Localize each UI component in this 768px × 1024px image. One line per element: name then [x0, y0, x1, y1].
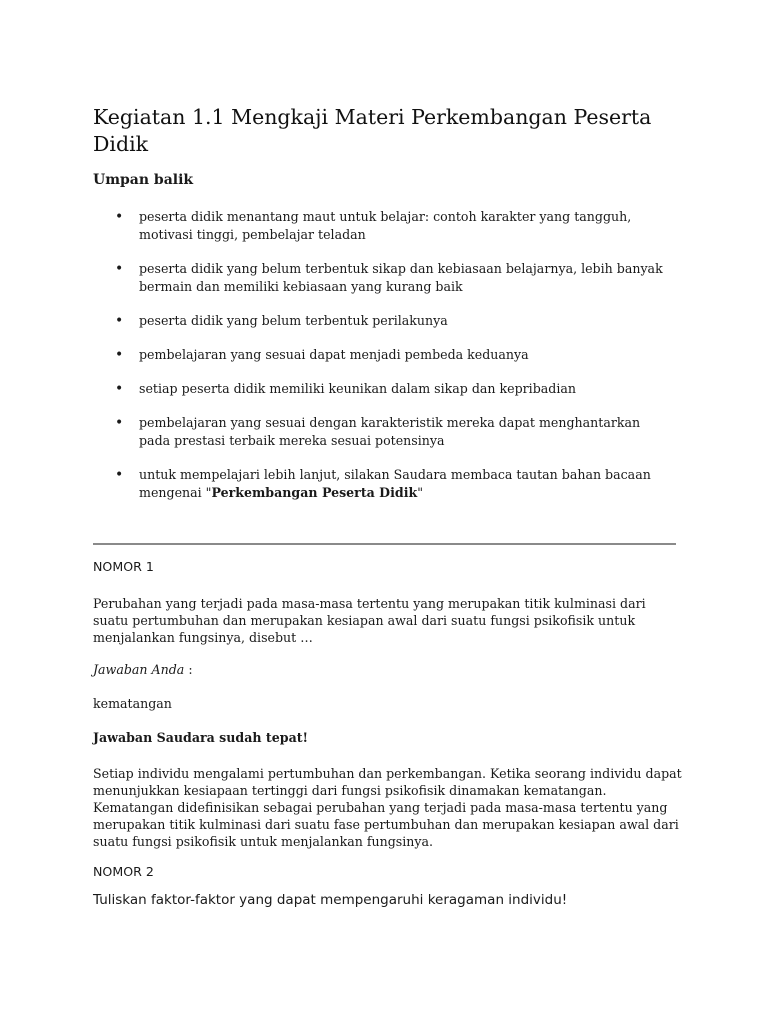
list-item: • pembelajaran yang sesuai dapat menjadi pembeda keduanya — [93, 346, 663, 364]
list-item: • setiap peserta didik memiliki keunikan dalam sikap dan kepribadian — [93, 380, 663, 398]
list-item: • peserta didik yang belum terbentuk sikap dan kebiasaan belajarnya, lebih banyak bermain dan memiliki kebiasaan yang kurang baik — [93, 260, 663, 296]
list-item: • pembelajaran yang sesuai dengan karakteristik mereka dapat menghantarkan pada prestasi terbaik mereka sesuai potensinya — [93, 414, 663, 450]
reading-prefix: untuk mempelajari lebih lanjut, silakan Saudara membaca tautan bahan bacaan mengenai " — [139, 467, 651, 500]
jawaban-label — [93, 661, 683, 678]
reading-link[interactable]: Perkembangan Peserta Didik — [211, 485, 418, 500]
list-item: • peserta didik yang belum terbentuk perilakunya — [93, 312, 663, 330]
list-item-reading-link — [93, 466, 663, 502]
divider — [93, 543, 676, 545]
page-title: Kegiatan 1.1 Mengkaji Materi Perkembangan Peserta Didik — [93, 105, 652, 156]
umpan-balik-heading: Umpan balik — [93, 172, 194, 188]
reading-suffix: " — [417, 485, 424, 500]
nomor-2-label: NOMOR 2 — [93, 864, 154, 879]
nomor-1-explanation: Setiap individu mengalami pertumbuhan dan perkembangan. Ketika seorang individu dapat menunjukkan kesiapaan tertinggi dari fungsi psikofisik dinamakan kematangan. Kematangan didefinisikan sebagai perubahan yang terjadi pada masa-masa tertentu yang merupakan titik kulminasi dari suatu fase pertumbuhan dan merupakan kesiapan awal dari suatu fungsi psikofisik untuk menjalankan fungsinya. — [93, 766, 682, 849]
nomor-1-label: NOMOR 1 — [93, 559, 154, 574]
nomor-2-question: Tuliskan faktor-faktor yang dapat mempengaruhi keragaman individu! — [93, 892, 568, 908]
list-item: • peserta didik menantang maut untuk belajar: contoh karakter yang tangguh, motivasi tinggi, pembelajar teladan — [93, 208, 663, 244]
jawaban-anda-text: Jawaban Anda — [93, 662, 185, 677]
feedback-list — [93, 208, 663, 518]
jawaban-colon: : — [184, 662, 193, 677]
nomor-1-question: Perubahan yang terjadi pada masa-masa tertentu yang merupakan titik kulminasi dari suatu pertumbuhan dan merupakan kesiapan awal dari suatu fungsi psikofisik untuk menjalankan fungsinya, disebut … — [93, 596, 646, 645]
nomor-1-answer: kematangan — [93, 696, 172, 711]
result-message: Jawaban Saudara sudah tepat! — [93, 730, 309, 745]
